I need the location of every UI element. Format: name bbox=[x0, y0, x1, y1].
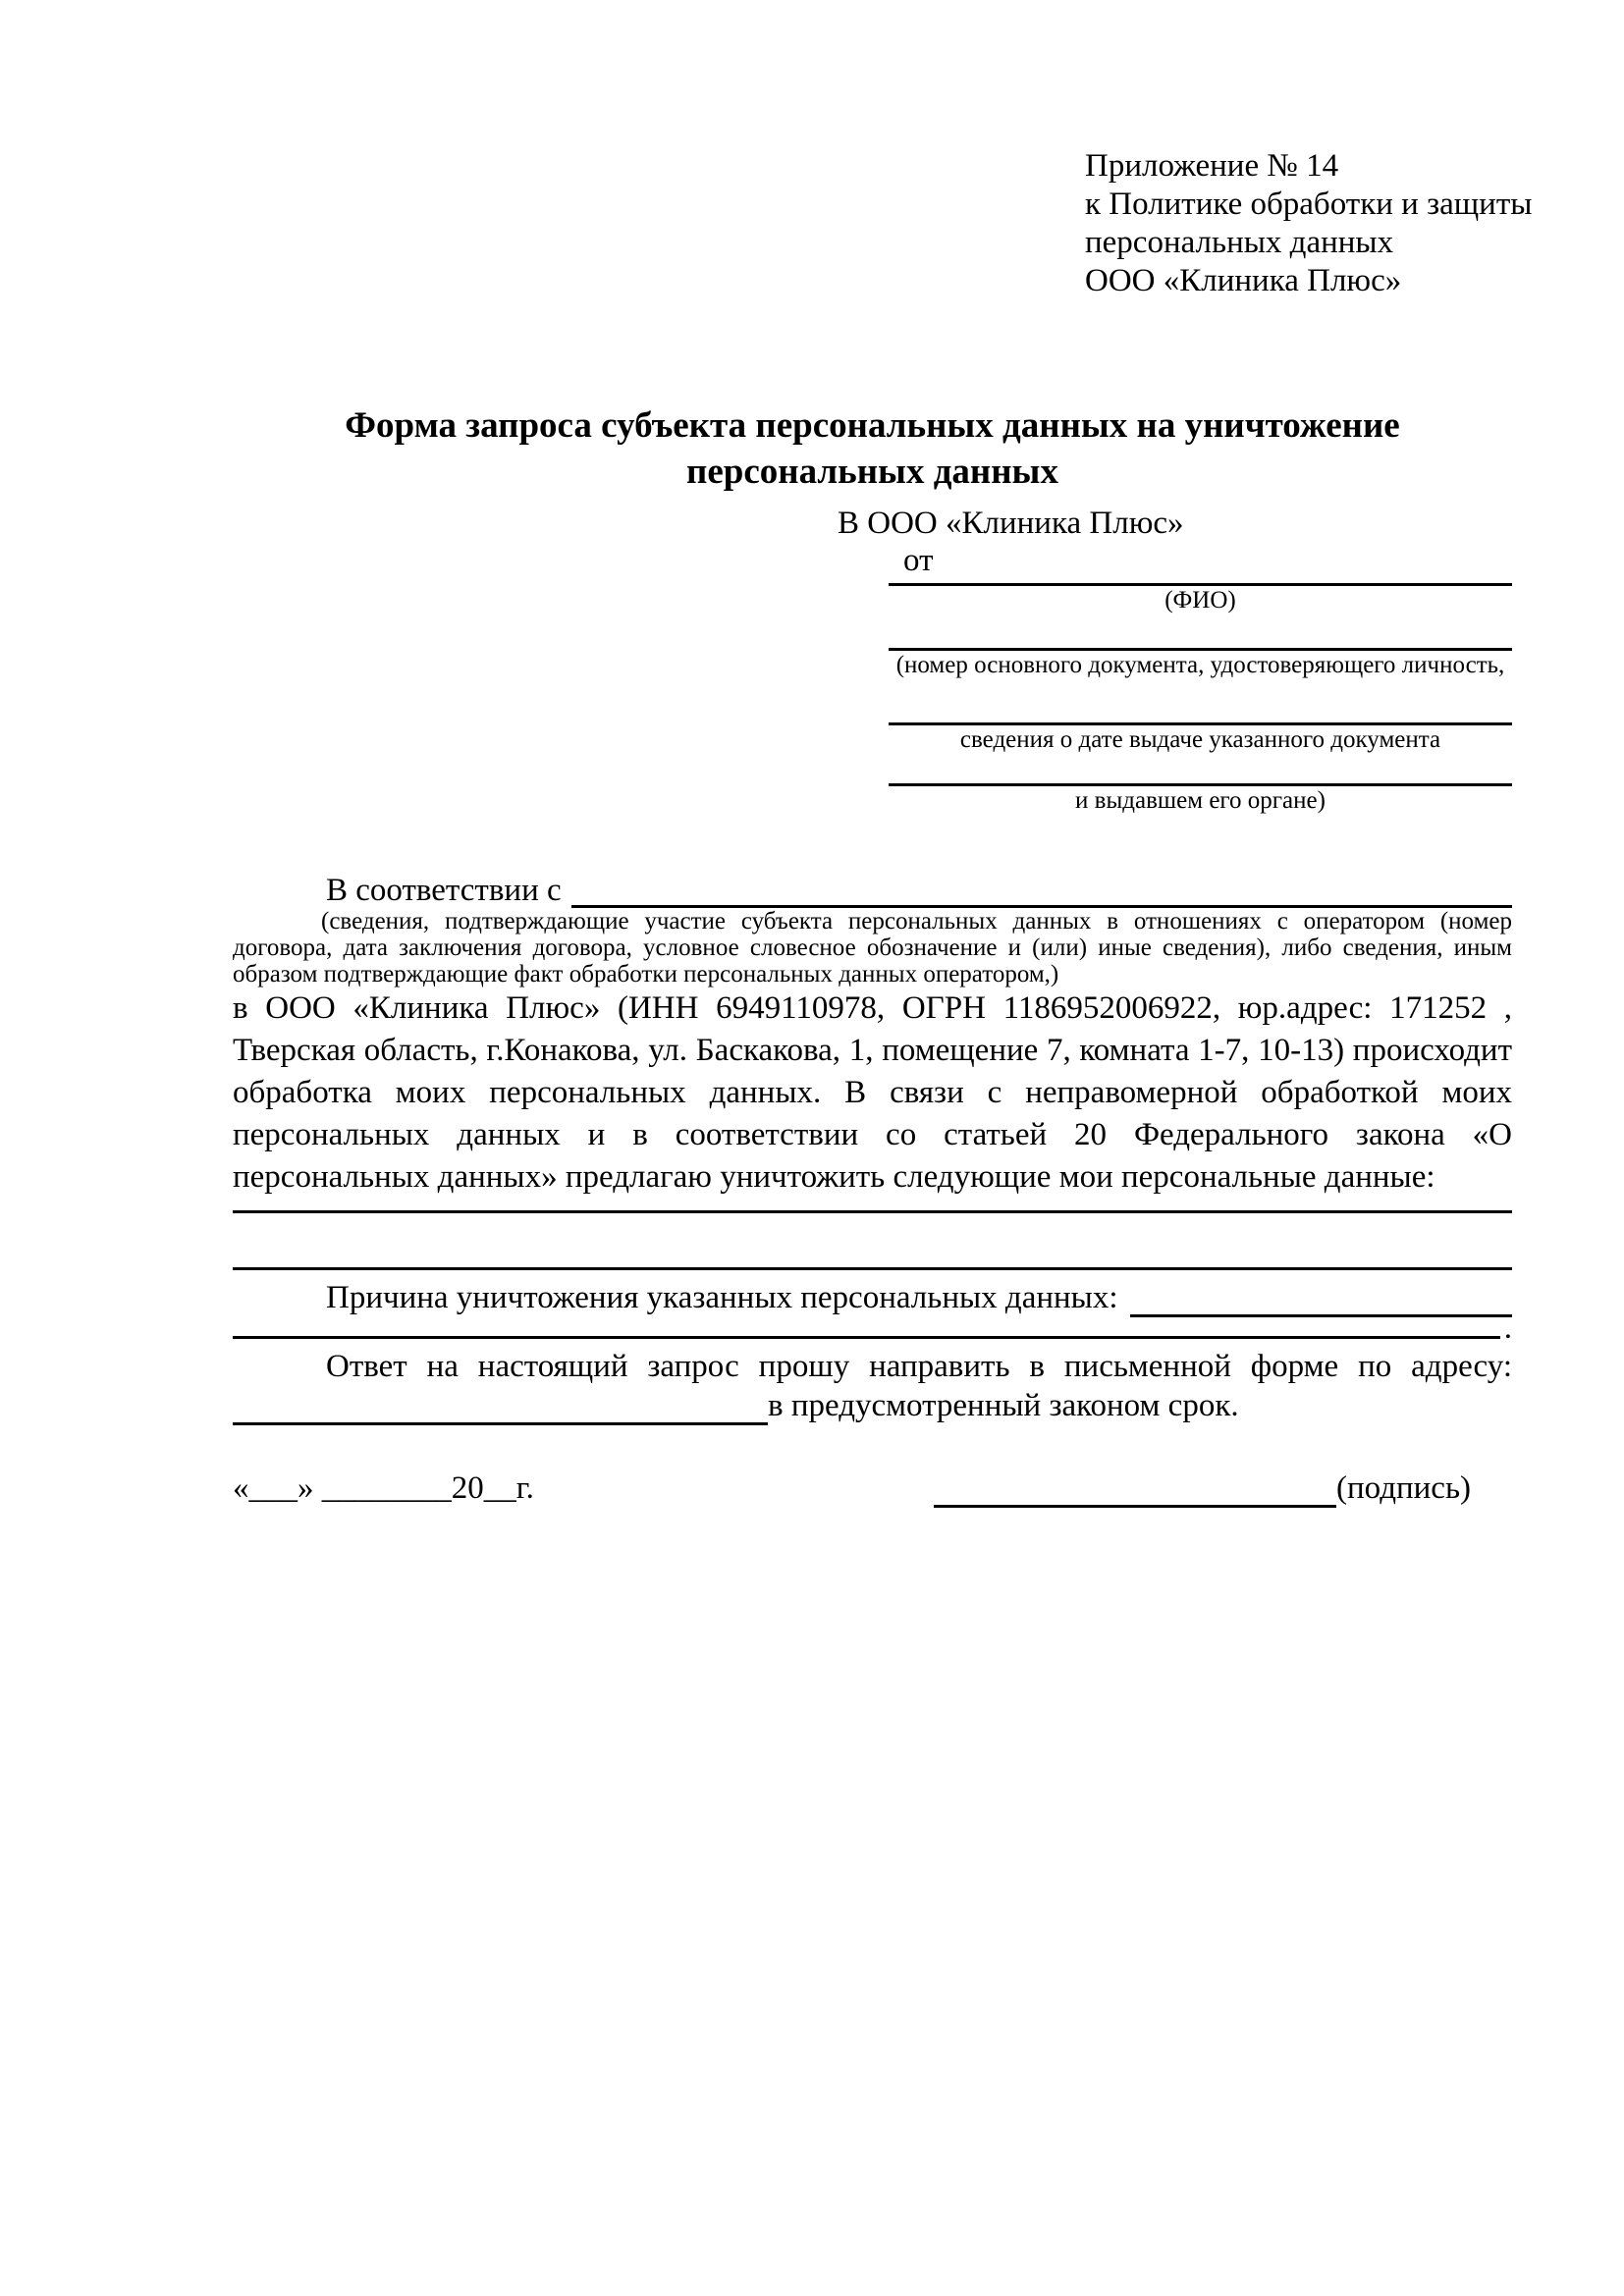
doc-number-field bbox=[889, 615, 1512, 680]
reason-blank-line[interactable] bbox=[233, 1318, 1500, 1339]
doc-issuer-field-caption: и выдавшем его органе) bbox=[1075, 787, 1326, 814]
doc-issue-date-field bbox=[889, 680, 1512, 755]
reason-line-period: . bbox=[1503, 1310, 1512, 1346]
reason-label: Причина уничтожения указанных персональных данных: bbox=[326, 1280, 1118, 1315]
fio-field bbox=[889, 579, 1512, 615]
accordance-row bbox=[233, 873, 1512, 908]
addressee-org: В ООО «Клиника Плюс» bbox=[838, 506, 1184, 541]
blank-line-2[interactable] bbox=[233, 1213, 1512, 1270]
reason-fill-line[interactable] bbox=[1130, 1285, 1512, 1317]
response-text: Ответ на настоящий запрос прошу направить в письменной форме по адресу: bbox=[326, 1349, 1512, 1384]
accordance-fill-line[interactable] bbox=[571, 876, 1512, 908]
response-address-line[interactable] bbox=[233, 1391, 768, 1425]
signature-block bbox=[934, 1468, 1471, 1508]
date-field[interactable]: «___» ________20__г. bbox=[233, 1470, 534, 1506]
response-address-row bbox=[233, 1386, 1512, 1425]
main-paragraph: в ООО «Клиника Плюс» (ИНН 6949110978, ОГРН 1186952006922, юр.адрес: 171252 , Тверская область, г.Конакова, ул. Баскакова, 1, помещение 7, комната 1-7, 10-13) происходит обработка моих персональных данных. В связи с неправомерной обработкой моих персональных данных и в соответствии со статьей 20 Федерального закона «О персональных данных» предлагаю уничтожить следующие мои персональные данные: bbox=[233, 990, 1512, 1195]
doc-number-field-line[interactable] bbox=[889, 615, 1512, 651]
appendix-line: ООО «Клиника Плюс» bbox=[1085, 263, 1402, 298]
reason-row bbox=[233, 1278, 1512, 1317]
appendix-block bbox=[1085, 147, 1533, 300]
doc-issue-date-field-caption: сведения о дате выдаче указанного документа bbox=[959, 726, 1441, 753]
footer-row bbox=[233, 1468, 1512, 1508]
doc-issuer-field-line[interactable] bbox=[889, 755, 1512, 786]
signature-caption: (подпись) bbox=[1336, 1470, 1471, 1506]
fio-field-line[interactable] bbox=[889, 579, 1512, 586]
appendix-line: к Политике обработки и защиты bbox=[1085, 187, 1533, 222]
response-suffix: в предусмотренный законом срок. bbox=[768, 1388, 1239, 1423]
appendix-line: Приложение № 14 bbox=[1085, 148, 1339, 184]
identity-fields bbox=[889, 579, 1512, 816]
document-content bbox=[233, 147, 1533, 1508]
accordance-label: В соответствии с bbox=[326, 873, 562, 908]
fio-field-caption: (ФИО) bbox=[1164, 587, 1236, 614]
accordance-note: (сведения, подтверждающие участие субъекта персональных данных в отношениях с оператором (номер договора, дата заключения договора, условное словесное обозначение и (или) иные сведения), либо сведения, иным образом подтверждающие факт обработки персональных данных оператором,) bbox=[233, 908, 1512, 988]
doc-issue-date-field-line[interactable] bbox=[889, 680, 1512, 725]
blank-line-1[interactable] bbox=[233, 1199, 1512, 1213]
form-title: Форма запроса субъекта персональных данных на уничтожение персональных данных bbox=[345, 405, 1400, 492]
signature-line[interactable] bbox=[934, 1473, 1336, 1508]
doc-issuer-field bbox=[889, 755, 1512, 816]
appendix-line: персональных данных bbox=[1085, 225, 1394, 260]
addressee-from-label: от bbox=[903, 543, 934, 578]
reason-blank-row bbox=[233, 1310, 1512, 1346]
doc-number-field-caption: (номер основного документа, удостоверяющего личность, bbox=[895, 652, 1505, 678]
